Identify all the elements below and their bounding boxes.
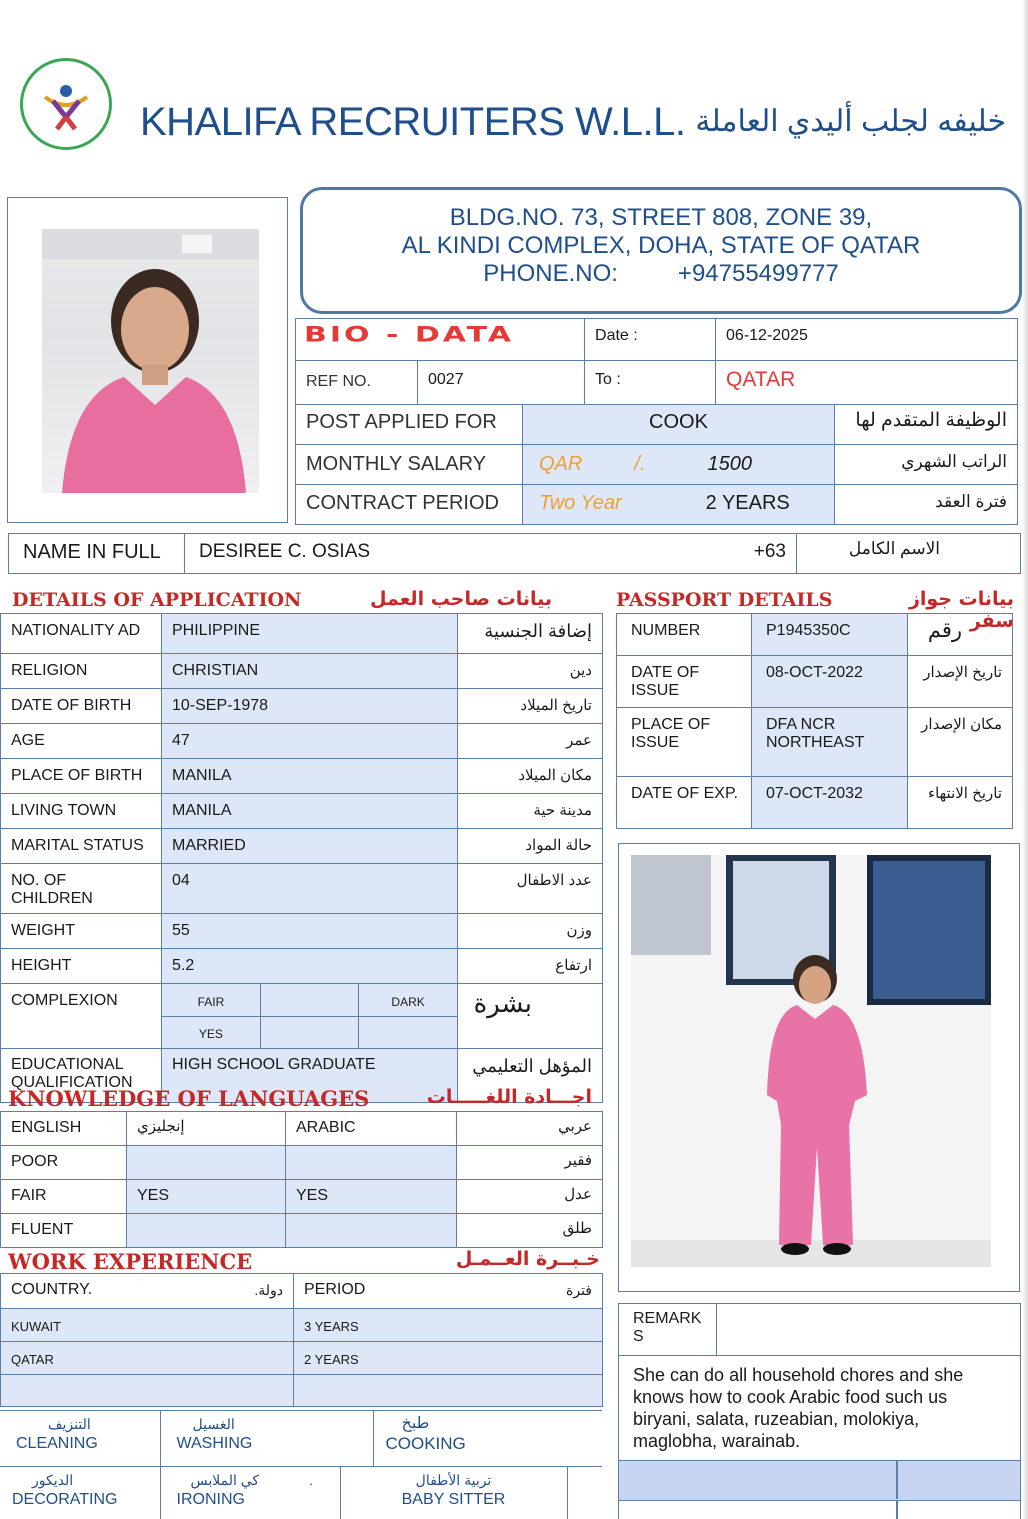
passport-exp-label: DATE OF EXP.	[617, 777, 752, 829]
passport-number-arabic: رقم	[908, 614, 1013, 656]
work-row-1-country: KUWAIT	[1, 1309, 294, 1342]
education-label: EDUCATIONAL QUALIFICATION	[1, 1049, 162, 1103]
row-children-value: 04	[162, 864, 458, 914]
work-title-arabic: خـبــرة العــمـل	[455, 1248, 600, 1270]
row-religion-value: CHRISTIAN	[162, 654, 458, 689]
skill-empty	[567, 1467, 602, 1519]
phone-number: +94755499777	[677, 260, 839, 287]
lang-fluent-arabic	[286, 1214, 457, 1248]
skill-cleaning-label: CLEANING	[16, 1435, 98, 1452]
languages-title-arabic: اجـــادة اللغـــــات	[426, 1086, 592, 1108]
salary-value	[523, 445, 835, 485]
row-age-arabic: عمر	[458, 724, 603, 759]
logo-figure-icon	[23, 61, 109, 147]
complexion-fair-value: YES	[162, 1017, 260, 1049]
remarks-empty	[717, 1304, 1021, 1356]
skill-washing	[160, 1411, 373, 1467]
skill-washing-label: WASHING	[176, 1435, 253, 1452]
work-period-header	[294, 1274, 603, 1309]
lang-fair-arabic-label: عدل	[457, 1180, 603, 1214]
row-height-value: 5.2	[162, 949, 458, 984]
passport-exp-value: 07-OCT-2032	[752, 777, 908, 829]
post-value: COOK	[523, 405, 835, 445]
skill-ironing-label: IRONING	[176, 1491, 245, 1508]
skill-cleaning-arabic: التنزيف	[48, 1416, 91, 1432]
row-living-value: MANILA	[162, 794, 458, 829]
row-height-arabic: ارتفاع	[458, 949, 603, 984]
row-children-arabic: عدد الاطفال	[458, 864, 603, 914]
row-dob-arabic: تاريخ الميلاد	[458, 689, 603, 724]
profile-photo	[42, 229, 259, 493]
post-label-arabic: الوظيفة المتقدم لها	[835, 405, 1018, 445]
row-marital-value: MARRIED	[162, 829, 458, 864]
contract-value	[523, 485, 835, 525]
work-period-label: PERIOD	[304, 1281, 366, 1298]
row-height-label: HEIGHT	[1, 949, 162, 984]
passport-title: PASSPORT DETAILS	[616, 589, 833, 611]
ref-value: 0027	[418, 361, 585, 405]
complexion-middle	[260, 984, 358, 1017]
education-value: HIGH SCHOOL GRADUATE	[162, 1049, 458, 1103]
row-dob-value: 10-SEP-1978	[162, 689, 458, 724]
address-box	[300, 187, 1022, 314]
page-edge	[1022, 0, 1028, 1519]
contract-years: 2 YEARS	[705, 492, 790, 514]
skill-babysitter-arabic: تربية الأطفال	[415, 1472, 492, 1488]
languages-title: KNOWLEDGE OF LANGUAGES	[8, 1086, 370, 1111]
work-country-header	[1, 1274, 294, 1309]
address-line-1: BLDG.NO. 73, STREET 808, ZONE 39,	[449, 204, 873, 231]
ref-label: REF NO.	[296, 361, 418, 405]
passport-issue-place-label: PLACE OF ISSUE	[617, 708, 752, 777]
row-weight-label: WEIGHT	[1, 914, 162, 949]
phone-label: PHONE.NO:	[483, 260, 618, 287]
lang-arabic-arabic: عربي	[457, 1112, 603, 1146]
date-label: Date :	[585, 319, 716, 361]
lang-fluent-arabic-label: طلق	[457, 1214, 603, 1248]
languages-table	[0, 1111, 603, 1248]
contract-label-arabic: فترة العقد	[835, 485, 1018, 525]
row-nationality-label: NATIONALITY AD	[1, 614, 162, 654]
row-marital-arabic: حالة المواد	[458, 829, 603, 864]
skill-ironing-arabic-text: كي الملابس	[190, 1472, 260, 1488]
complexion-middle-value	[260, 1017, 358, 1049]
lang-fluent-label: FLUENT	[1, 1214, 127, 1248]
post-label: POST APPLIED FOR	[296, 405, 523, 445]
lang-arabic-label: ARABIC	[286, 1112, 457, 1146]
lang-fair-english: YES	[127, 1180, 286, 1214]
passport-issue-date-arabic: تاريخ الإصدار	[908, 656, 1013, 708]
date-value: 06-12-2025	[716, 319, 1018, 361]
name-table	[8, 533, 1021, 574]
row-living-arabic: مدينة حية	[458, 794, 603, 829]
lang-english-label: ENGLISH	[1, 1112, 127, 1146]
company-logo	[20, 58, 112, 150]
passport-issue-place-arabic: مكان الإصدار	[908, 708, 1013, 777]
lang-poor-arabic	[286, 1146, 457, 1180]
skill-cooking-arabic: طبخ	[401, 1415, 430, 1432]
work-row-3-period	[294, 1375, 603, 1407]
passport-title-arabic: بيانات جواز سفر	[908, 588, 1014, 632]
remarks-text: She can do all household chores and she knows how to cook Arabic food such us biryani, salata, ruzeabian, molokiya, maglobha, warainab.	[619, 1356, 1021, 1461]
work-title: WORK EXPERIENCE	[8, 1249, 253, 1274]
row-age-label: AGE	[1, 724, 162, 759]
complexion-label: COMPLEXION	[1, 984, 162, 1049]
row-children-label: NO. OF CHILDREN	[1, 864, 162, 914]
skill-ironing	[160, 1467, 340, 1519]
skill-cooking	[373, 1411, 602, 1467]
row-age-value: 47	[162, 724, 458, 759]
row-weight-arabic: وزن	[458, 914, 603, 949]
row-nationality-arabic: إضافة الجنسية	[458, 614, 603, 654]
lang-fair-arabic: YES	[286, 1180, 457, 1214]
lang-poor-label: POOR	[1, 1146, 127, 1180]
skills-table-2	[0, 1466, 602, 1519]
work-row-2-country: QATAR	[1, 1342, 294, 1375]
remarks-footer-blank	[619, 1501, 1021, 1519]
lang-poor-english	[127, 1146, 286, 1180]
contract-italic: Two Year	[539, 492, 622, 514]
skill-washing-arabic: الغسيل	[192, 1416, 235, 1432]
application-title: DETAILS OF APPLICATION	[12, 589, 302, 611]
lang-fluent-english	[127, 1214, 286, 1248]
salary-currency: QAR	[539, 453, 583, 475]
company-name-arabic: خليفه لجلب أليدي العاملة	[695, 105, 1006, 138]
row-religion-label: RELIGION	[1, 654, 162, 689]
work-country-label: COUNTRY.	[11, 1281, 93, 1298]
row-marital-label: MARITAL STATUS	[1, 829, 162, 864]
address-line-2: AL KINDI COMPLEX, DOHA, STATE OF QATAR	[401, 232, 921, 259]
skill-ironing-arabic	[177, 1471, 324, 1489]
name-label: NAME IN FULL	[9, 534, 185, 574]
skills-table-1	[0, 1410, 602, 1467]
application-title-arabic: بيانات صاحب العمل	[370, 588, 552, 610]
skill-cooking-label: COOKING	[385, 1434, 466, 1453]
salary-separator: /.	[634, 453, 646, 475]
name-label-arabic: الاسم الكامل	[797, 534, 1021, 574]
remarks-footer-divider-2	[896, 1501, 898, 1519]
complexion-fair-label: FAIR	[162, 984, 260, 1017]
skill-decorating-arabic: الديكور	[32, 1472, 74, 1488]
row-weight-value: 55	[162, 914, 458, 949]
passport-exp-arabic: تاريخ الانتهاء	[908, 777, 1013, 829]
phone-line	[303, 260, 1019, 288]
passport-number-value: P1945350C	[752, 614, 908, 656]
biodata-table	[295, 318, 1018, 405]
to-label: To :	[585, 361, 716, 405]
biodata-title: BIO - DATA	[296, 324, 585, 354]
row-religion-arabic: دين	[458, 654, 603, 689]
work-table	[0, 1273, 603, 1407]
lang-english-arabic: إنجليزي	[127, 1112, 286, 1146]
salary-label: MONTHLY SALARY	[296, 445, 523, 485]
skill-babysitter-label: BABY SITTER	[401, 1491, 506, 1508]
education-arabic: المؤهل التعليمي	[458, 1049, 603, 1103]
remarks-footer-band	[619, 1461, 1021, 1501]
contract-label: CONTRACT PERIOD	[296, 485, 523, 525]
work-country-arabic: دولة.	[254, 1282, 283, 1298]
passport-issue-place-value: DFA NCR NORTHEAST	[752, 708, 908, 777]
row-living-label: LIVING TOWN	[1, 794, 162, 829]
passport-issue-date-value: 08-OCT-2022	[752, 656, 908, 708]
remarks-label: REMARK S	[619, 1304, 717, 1356]
skill-ironing-dot: .	[309, 1472, 313, 1488]
row-pob-value: MANILA	[162, 759, 458, 794]
salary-label-arabic: الراتب الشهري	[835, 445, 1018, 485]
skill-decorating-label: DECORATING	[12, 1491, 118, 1508]
complexion-grid	[162, 984, 458, 1049]
row-nationality-value: PHILIPPINE	[162, 614, 458, 654]
name-value: DESIREE C. OSIAS	[185, 534, 587, 574]
passport-issue-date-label: DATE OF ISSUE	[617, 656, 752, 708]
work-period-arabic: فترة	[566, 1282, 592, 1298]
skill-decorating	[0, 1467, 160, 1519]
skill-babysitter	[340, 1467, 567, 1519]
to-value: QATAR	[716, 361, 1018, 405]
salary-amount: 1500	[707, 453, 752, 475]
post-table	[295, 404, 1018, 525]
lang-fair-label: FAIR	[1, 1180, 127, 1214]
complexion-arabic: بشرة	[458, 984, 603, 1049]
row-pob-label: PLACE OF BIRTH	[1, 759, 162, 794]
complexion-dark-label: DARK	[359, 984, 457, 1017]
passport-table	[616, 613, 1013, 829]
application-table	[0, 613, 603, 1103]
remarks-table	[618, 1303, 1021, 1519]
row-pob-arabic: مكان الميلاد	[458, 759, 603, 794]
work-row-2-period: 2 YEARS	[294, 1342, 603, 1375]
row-dob-label: DATE OF BIRTH	[1, 689, 162, 724]
name-country-code: +63	[587, 534, 797, 574]
passport-number-label: NUMBER	[617, 614, 752, 656]
work-row-3-country	[1, 1375, 294, 1407]
company-name: KHALIFA RECRUITERS W.L.L.	[140, 100, 686, 144]
work-row-1-period: 3 YEARS	[294, 1309, 603, 1342]
skill-cleaning	[0, 1411, 160, 1467]
full-body-photo	[631, 855, 991, 1267]
remarks-footer-divider	[896, 1461, 898, 1499]
lang-poor-arabic-label: فقير	[457, 1146, 603, 1180]
complexion-dark-value	[359, 1017, 457, 1049]
